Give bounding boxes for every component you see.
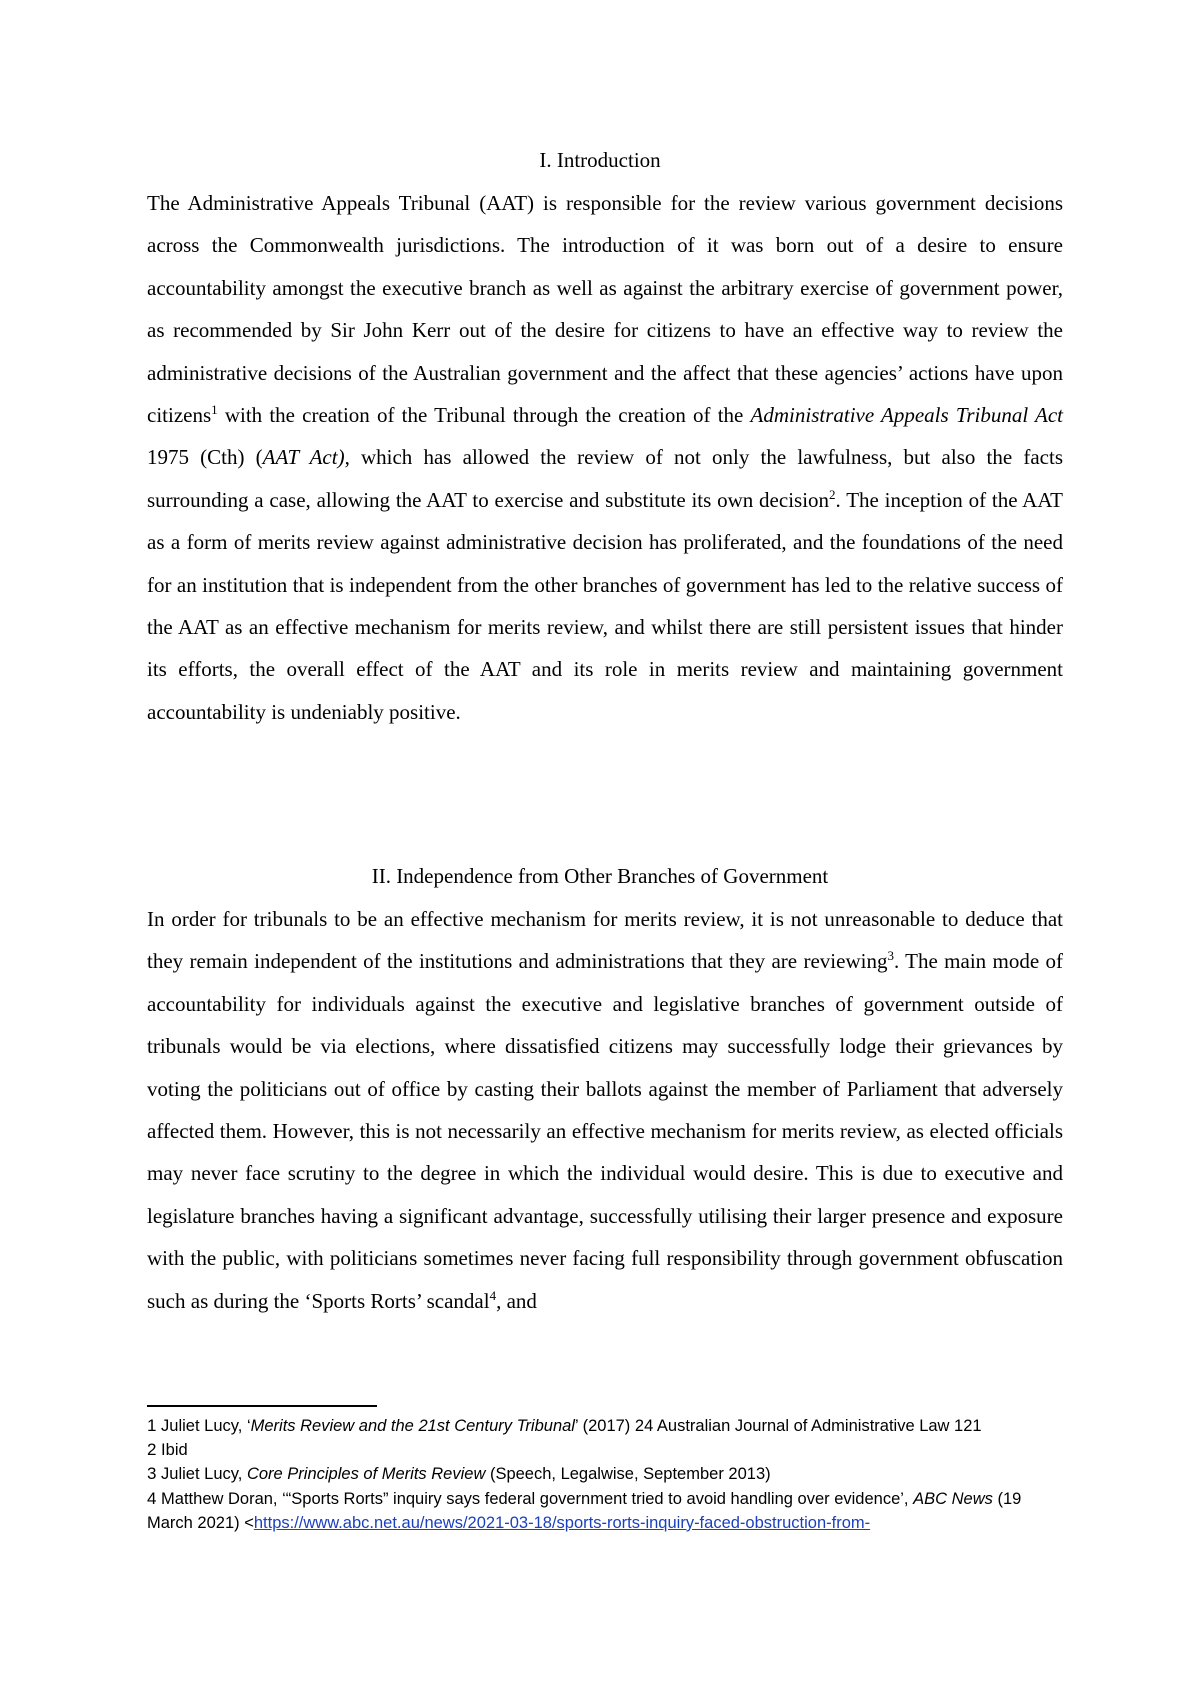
footnote-ref-1[interactable]: 1 bbox=[211, 402, 218, 418]
footnote-4 bbox=[147, 1487, 1063, 1535]
section-heading-independence: II. Independence from Other Branches of Government bbox=[371, 864, 829, 888]
footnote-ref-3[interactable]: 3 bbox=[887, 948, 894, 964]
paragraph-text: In order for tribunals to be an effective mechanism for merits review, it is not unreasonable to deduce that they remain independent of the institutions and administrations that they are reviewing bbox=[147, 907, 1063, 974]
footnote-text: (19 March 2021) < bbox=[147, 1489, 1022, 1532]
footnote-text: Ibid bbox=[156, 1441, 188, 1460]
footnote-number: 1 bbox=[147, 1416, 157, 1435]
footnote-number: 4 bbox=[147, 1488, 157, 1508]
section-heading-introduction: I. Introduction bbox=[539, 148, 661, 172]
legislation-abbreviation: AAT Act) bbox=[262, 445, 345, 470]
footnote-3 bbox=[147, 1462, 1063, 1486]
footnote-ref-4[interactable]: 4 bbox=[489, 1287, 497, 1303]
footnote-title: Merits Review and the 21st Century Tribunal bbox=[250, 1417, 575, 1435]
footnote-text: Matthew Doran, ‘“Sports Rorts” inquiry says federal government tried to avoid handling over evidence’, bbox=[156, 1489, 914, 1508]
footnote-number: 3 bbox=[147, 1464, 157, 1484]
paragraph-text: with the creation of the Tribunal through the creation of the bbox=[217, 403, 751, 428]
footnote-text: ’ (2017) 24 Australian Journal of Administrative Law 121 bbox=[574, 1417, 982, 1435]
independence-paragraph bbox=[147, 898, 1063, 1322]
introduction-paragraph bbox=[147, 182, 1063, 733]
footnote-text: (Speech, Legalwise, September 2013) bbox=[485, 1465, 771, 1484]
footnote-title: Core Principles of Merits Review bbox=[246, 1465, 486, 1484]
footnote-number: 2 bbox=[147, 1440, 157, 1460]
footnote-title: ABC News bbox=[913, 1489, 993, 1508]
footnote-ref-2[interactable]: 2 bbox=[829, 486, 836, 502]
footnote-text: Juliet Lucy, bbox=[156, 1465, 247, 1484]
paragraph-text: . The main mode of accountability for individuals against the executive and legislative branches of government outside of tribunals would be via elections, where dissatisfied citizens may successfully lodge their grievances by voting the politicians out of office by casting their ballots against the member of Parliament that adversely affected them. However, this is not necessarily an effective mechanism for merits review, as elected officials may never face scrutiny to the degree in which the individual would desire. This is due to executive and legislature branches having a significant advantage, successfully utilising their larger presence and exposure with the public, with politicians sometimes never facing full responsibility through government obfuscation such as during the ‘Sports Rorts’ scandal bbox=[147, 949, 1063, 1313]
footnote-2 bbox=[147, 1438, 1063, 1462]
paragraph-text: 1975 (Cth) ( bbox=[147, 445, 263, 470]
footnote-1 bbox=[147, 1414, 1063, 1438]
paragraph-text: , and bbox=[496, 1288, 537, 1313]
source-link[interactable]: https://www.abc.net.au/news/2021-03-18/sports-rorts-inquiry-faced-obstruction-from- bbox=[253, 1513, 871, 1532]
footnote-text: Juliet Lucy, ‘ bbox=[156, 1417, 251, 1435]
footnote-separator bbox=[147, 1405, 377, 1407]
footnotes bbox=[147, 1414, 1063, 1535]
paragraph-text: , which has allowed the review of not only the lawfulness, but also the facts surrounding a case, allowing the AAT to exercise and substitute its own decision bbox=[147, 445, 1063, 512]
paragraph-text: The Administrative Appeals Tribunal (AAT) is responsible for the review various government decisions across the Commonwealth jurisdictions. The introduction of it was born out of a desire to ensure accountability amongst the executive branch as well as against the arbitrary exercise of government power, as recommended by Sir John Kerr out of the desire for citizens to have an effective way to review the administrative decisions of the Australian government and the affect that these agencies’ actions have upon citizens bbox=[147, 191, 1063, 428]
legislation-title: Administrative Appeals Tribunal Act bbox=[750, 403, 1063, 428]
paragraph-text: . The inception of the AAT as a form of merits review against administrative decision has proliferated, and the foundations of the need for an institution that is independent from the other branches of government has led to the relative success of the AAT as an effective mechanism for merits review, and whilst there are still persistent issues that hinder its efforts, the overall effect of the AAT and its role in merits review and maintaining government accountability is undeniably positive. bbox=[147, 487, 1063, 724]
